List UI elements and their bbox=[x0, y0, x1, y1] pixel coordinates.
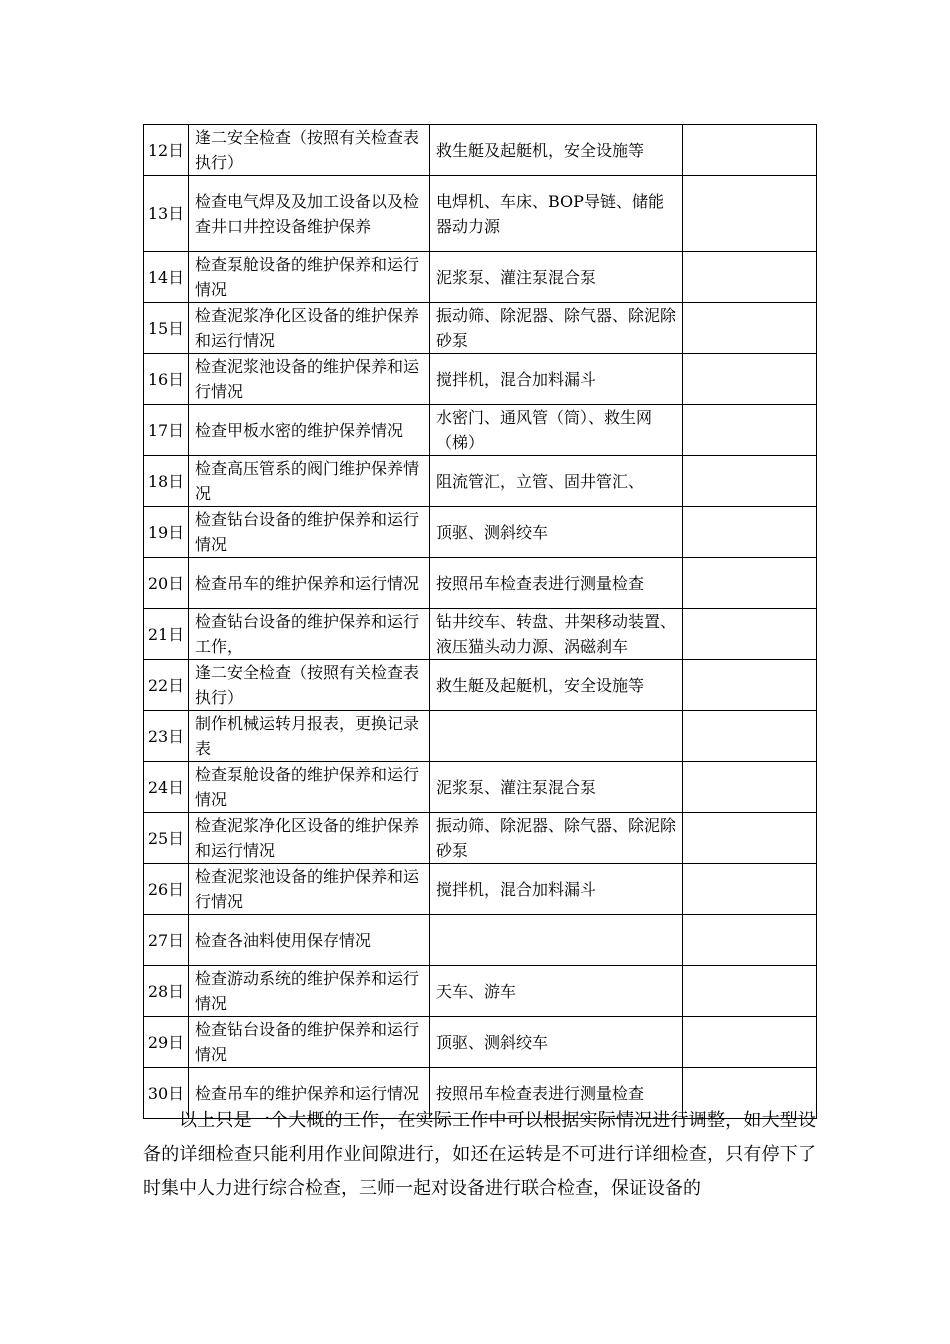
day-cell: 27日 bbox=[144, 915, 189, 966]
table-row bbox=[144, 354, 817, 405]
note-cell bbox=[683, 456, 817, 507]
task-cell: 检查钻台设备的维护保养和运行工作， bbox=[189, 609, 430, 660]
note-cell bbox=[683, 711, 817, 762]
day-cell: 28日 bbox=[144, 966, 189, 1017]
note-cell bbox=[683, 660, 817, 711]
table-row bbox=[144, 609, 817, 660]
table-row bbox=[144, 813, 817, 864]
note-cell bbox=[683, 354, 817, 405]
table-row bbox=[144, 456, 817, 507]
note-cell bbox=[683, 609, 817, 660]
equipment-cell bbox=[430, 915, 683, 966]
equipment-cell: 振动筛、除泥器、除气器、除泥除砂泵 bbox=[430, 813, 683, 864]
day-cell: 16日 bbox=[144, 354, 189, 405]
table-row bbox=[144, 864, 817, 915]
equipment-cell: 泥浆泵、灌注泵混合泵 bbox=[430, 762, 683, 813]
table-row bbox=[144, 660, 817, 711]
equipment-cell: 按照吊车检查表进行测量检查 bbox=[430, 1068, 683, 1119]
equipment-cell: 救生艇及起艇机，安全设施等 bbox=[430, 660, 683, 711]
task-cell: 检查泵舱设备的维护保养和运行情况 bbox=[189, 252, 430, 303]
equipment-cell: 天车、游车 bbox=[430, 966, 683, 1017]
maintenance-schedule-table bbox=[143, 124, 817, 1119]
note-cell bbox=[683, 915, 817, 966]
day-cell: 29日 bbox=[144, 1017, 189, 1068]
note-cell bbox=[683, 558, 817, 609]
equipment-cell: 按照吊车检查表进行测量检查 bbox=[430, 558, 683, 609]
task-cell: 检查泵舱设备的维护保养和运行情况 bbox=[189, 762, 430, 813]
day-cell: 24日 bbox=[144, 762, 189, 813]
day-cell: 19日 bbox=[144, 507, 189, 558]
equipment-cell: 水密门、通风管（筒）、救生网（梯） bbox=[430, 405, 683, 456]
note-cell bbox=[683, 252, 817, 303]
note-cell bbox=[683, 762, 817, 813]
task-cell: 检查游动系统的维护保养和运行情况 bbox=[189, 966, 430, 1017]
table-row bbox=[144, 966, 817, 1017]
table-row bbox=[144, 125, 817, 176]
task-cell: 检查高压管系的阀门维护保养情况 bbox=[189, 456, 430, 507]
table-row bbox=[144, 252, 817, 303]
summary-paragraph: 以上只是一个大概的工作，在实际工作中可以根据实际情况进行调整，如大型设备的详细检查只能利用作业间隙进行，如还在运转是不可进行详细检查，只有停下了时集中人力进行综合检查，三师一起对设备进行联合检查，保证设备的 bbox=[143, 1110, 816, 1199]
task-cell: 检查泥浆池设备的维护保养和运行情况 bbox=[189, 354, 430, 405]
note-cell bbox=[683, 303, 817, 354]
equipment-cell: 振动筛、除泥器、除气器、除泥除砂泵 bbox=[430, 303, 683, 354]
task-cell: 检查电气焊及及加工设备以及检查井口井控设备维护保养 bbox=[189, 176, 430, 252]
schedule-body bbox=[144, 125, 817, 1119]
day-cell: 25日 bbox=[144, 813, 189, 864]
day-cell: 22日 bbox=[144, 660, 189, 711]
note-cell bbox=[683, 176, 817, 252]
day-cell: 17日 bbox=[144, 405, 189, 456]
table-row bbox=[144, 405, 817, 456]
note-cell bbox=[683, 405, 817, 456]
equipment-cell: 搅拌机，混合加料漏斗 bbox=[430, 354, 683, 405]
table-row bbox=[144, 558, 817, 609]
table-row bbox=[144, 176, 817, 252]
task-cell: 检查钻台设备的维护保养和运行情况 bbox=[189, 1017, 430, 1068]
day-cell: 15日 bbox=[144, 303, 189, 354]
day-cell: 21日 bbox=[144, 609, 189, 660]
table-row bbox=[144, 1017, 817, 1068]
task-cell: 制作机械运转月报表，更换记录表 bbox=[189, 711, 430, 762]
note-cell bbox=[683, 813, 817, 864]
task-cell: 逢二安全检查（按照有关检查表执行） bbox=[189, 125, 430, 176]
task-cell: 检查甲板水密的维护保养情况 bbox=[189, 405, 430, 456]
note-cell bbox=[683, 507, 817, 558]
note-cell bbox=[683, 1017, 817, 1068]
note-cell bbox=[683, 966, 817, 1017]
day-cell: 20日 bbox=[144, 558, 189, 609]
day-cell: 23日 bbox=[144, 711, 189, 762]
equipment-cell bbox=[430, 711, 683, 762]
day-cell: 13日 bbox=[144, 176, 189, 252]
equipment-cell: 救生艇及起艇机，安全设施等 bbox=[430, 125, 683, 176]
table-row bbox=[144, 762, 817, 813]
task-cell: 检查泥浆池设备的维护保养和运行情况 bbox=[189, 864, 430, 915]
task-cell: 检查吊车的维护保养和运行情况 bbox=[189, 558, 430, 609]
table-row bbox=[144, 507, 817, 558]
equipment-cell: 顶驱、测斜绞车 bbox=[430, 1017, 683, 1068]
note-cell bbox=[683, 864, 817, 915]
day-cell: 30日 bbox=[144, 1068, 189, 1119]
table-row bbox=[144, 303, 817, 354]
day-cell: 26日 bbox=[144, 864, 189, 915]
task-cell: 检查钻台设备的维护保养和运行情况 bbox=[189, 507, 430, 558]
task-cell: 逢二安全检查（按照有关检查表执行） bbox=[189, 660, 430, 711]
equipment-cell: 阻流管汇，立管、固井管汇、 bbox=[430, 456, 683, 507]
task-cell: 检查吊车的维护保养和运行情况 bbox=[189, 1068, 430, 1119]
day-cell: 12日 bbox=[144, 125, 189, 176]
note-cell bbox=[683, 125, 817, 176]
equipment-cell: 顶驱、测斜绞车 bbox=[430, 507, 683, 558]
day-cell: 18日 bbox=[144, 456, 189, 507]
equipment-cell: 搅拌机，混合加料漏斗 bbox=[430, 864, 683, 915]
table-row bbox=[144, 915, 817, 966]
table-row bbox=[144, 711, 817, 762]
equipment-cell: 泥浆泵、灌注泵混合泵 bbox=[430, 252, 683, 303]
task-cell: 检查泥浆净化区设备的维护保养和运行情况 bbox=[189, 303, 430, 354]
equipment-cell: 钻井绞车、转盘、井架移动装置、液压猫头动力源、涡磁刹车 bbox=[430, 609, 683, 660]
task-cell: 检查各油料使用保存情况 bbox=[189, 915, 430, 966]
equipment-cell: 电焊机、车床、BOP导链、储能器动力源 bbox=[430, 176, 683, 252]
task-cell: 检查泥浆净化区设备的维护保养和运行情况 bbox=[189, 813, 430, 864]
day-cell: 14日 bbox=[144, 252, 189, 303]
